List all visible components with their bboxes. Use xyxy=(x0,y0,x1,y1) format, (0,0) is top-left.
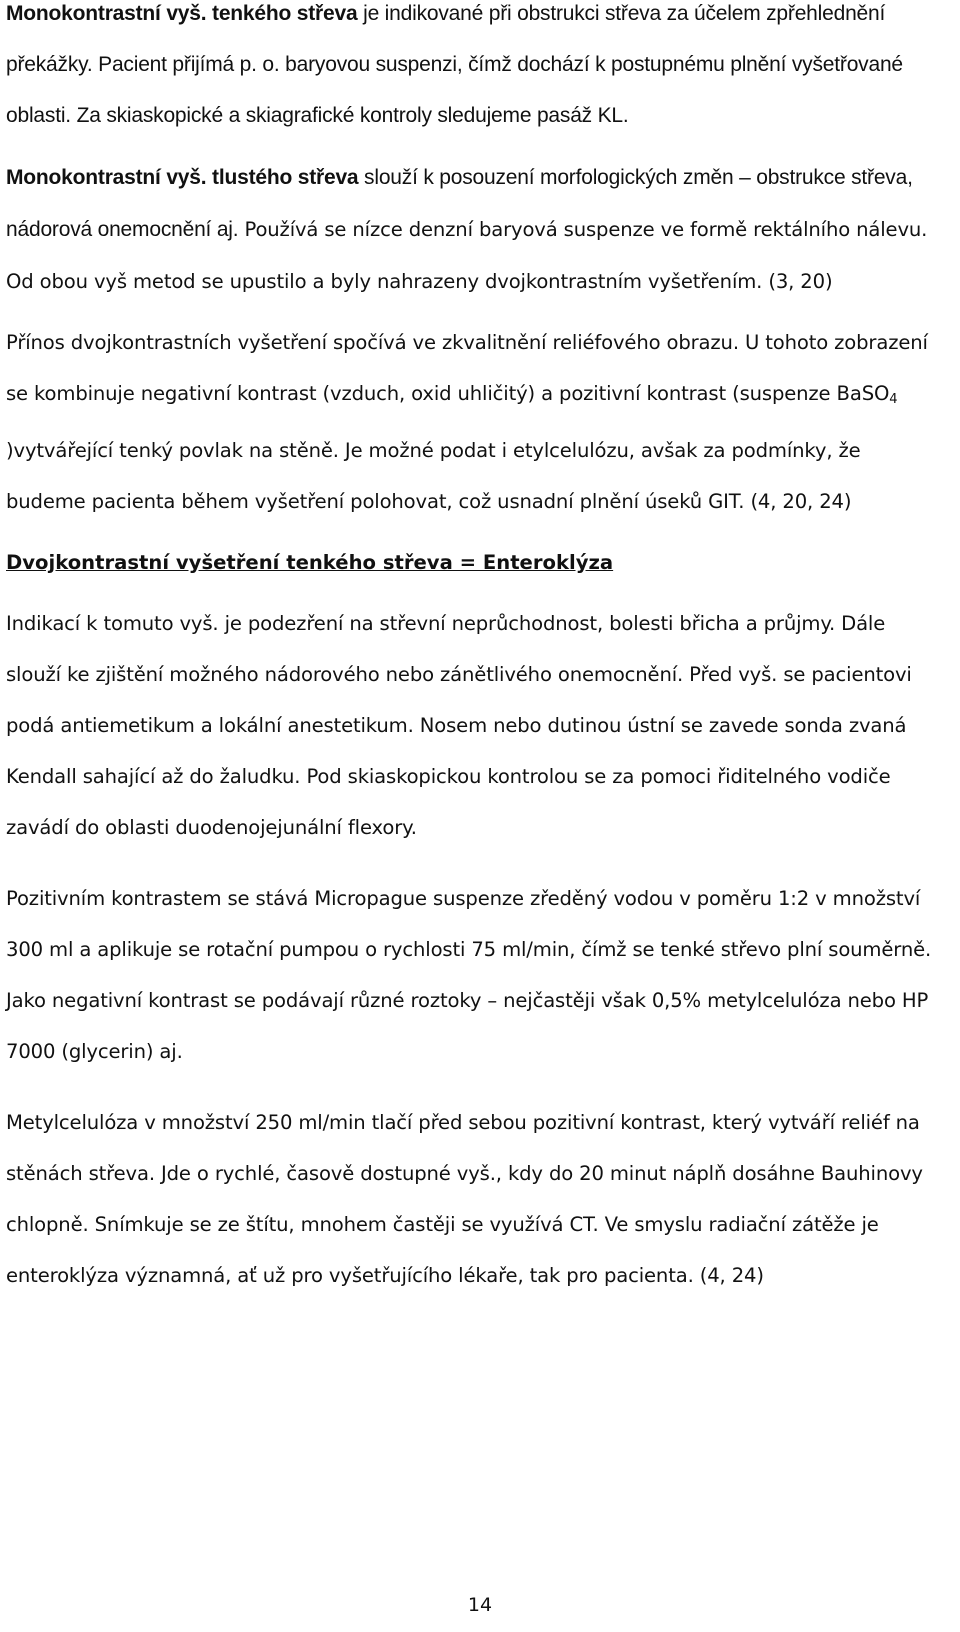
term-mono-large-intestine: Monokontrastní vyš. tlustého střeva xyxy=(6,166,359,189)
paragraph-text: Přínos dvojkontrastních vyšetření spočívá ve zkvalitnění reliéfového obrazu. U tohoto zobrazení se kombinuje negativní kontrast (vzduch, oxid uhličitý) a pozitivní kontrast (suspenze BaSO xyxy=(6,331,928,405)
paragraph-text: )vytvářející tenký povlak na stěně. Je možné podat i etylcelulózu, avšak za podmínky, že budeme pacienta během vyšetření polohovat, což usnadní plnění úseků GIT. (4, 20, 24) xyxy=(6,439,861,513)
paragraph-large-intestine-mono xyxy=(6,151,946,307)
paragraph-text: Používá se nízce denzní baryová suspenze ve formě rektálního nálevu. Od obou vyš metod se upustilo a byly nahrazeny dvojkontrastním vyšetřením. (3, 20) xyxy=(6,218,928,293)
paragraph-small-intestine-mono xyxy=(6,0,946,141)
paragraph-indication: Indikací k tomuto vyš. je podezření na střevní neprůchodnost, bolesti břicha a průjmy. Dále slouží ke zjištění možného nádorového nebo zánětlivého onemocnění. Před vyš. se pacientovi podá antiemetikum a lokální anestetikum. Nosem nebo dutinou ústní se zavede sonda zvaná Kendall sahající až do žaludku. Pod skiaskopickou kontrolou se za pomoci řiditelného vodiče zavádí do oblasti duodenojejunální flexory. xyxy=(6,612,912,839)
document-page xyxy=(6,0,946,1301)
subscript-text: 4 xyxy=(889,392,898,407)
section-heading: Dvojkontrastní vyšetření tenkého střeva = Enteroklýza xyxy=(6,551,614,574)
page-number: 14 xyxy=(467,1594,493,1616)
paragraph-methylcellulose: Metylcelulóza v množství 250 ml/min tlačí před sebou pozitivní kontrast, který vytváří reliéf na stěnách střeva. Jde o rychlé, časově dostupné vyš., kdy do 20 minut náplň dosáhne Bauhinovy chlopně. Snímkuje se ze štítu, mnohem častěji se využívá CT. Ve smyslu radiační zátěže je enteroklýza významná, ať už pro vyšetřujícího lékaře, tak pro pacienta. (4, 24) xyxy=(6,1111,923,1287)
paragraph-double-contrast xyxy=(6,317,946,527)
paragraph-text: je indikované při obstrukci střeva za účelem zpřehlednění překážky. Pacient přijímá p. o. baryovou suspenzi, čímž dochází k postupnému plnění vyšetřované oblasti. Za skiaskopické a skiagrafické kontroly sledujeme pasáž KL. xyxy=(6,2,903,127)
term-mono-small-intestine: Monokontrastní vyš. tenkého střeva xyxy=(6,2,358,25)
paragraph-text: slouží k posouzení morfologických změn – obstrukce střeva, nádorová onemocnění aj. xyxy=(6,166,913,241)
paragraph-positive-contrast: Pozitivním kontrastem se stává Micropague suspenze zředěný vodou v poměru 1:2 v množství 300 ml a aplikuje se rotační pumpou o rychlosti 75 ml/min, čímž se tenké střevo plní souměrně. Jako negativní kontrast se podávají různé roztoky – nejčastěji však 0,5% metylcelulóza nebo HP 7000 (glycerin) aj. xyxy=(6,887,932,1063)
